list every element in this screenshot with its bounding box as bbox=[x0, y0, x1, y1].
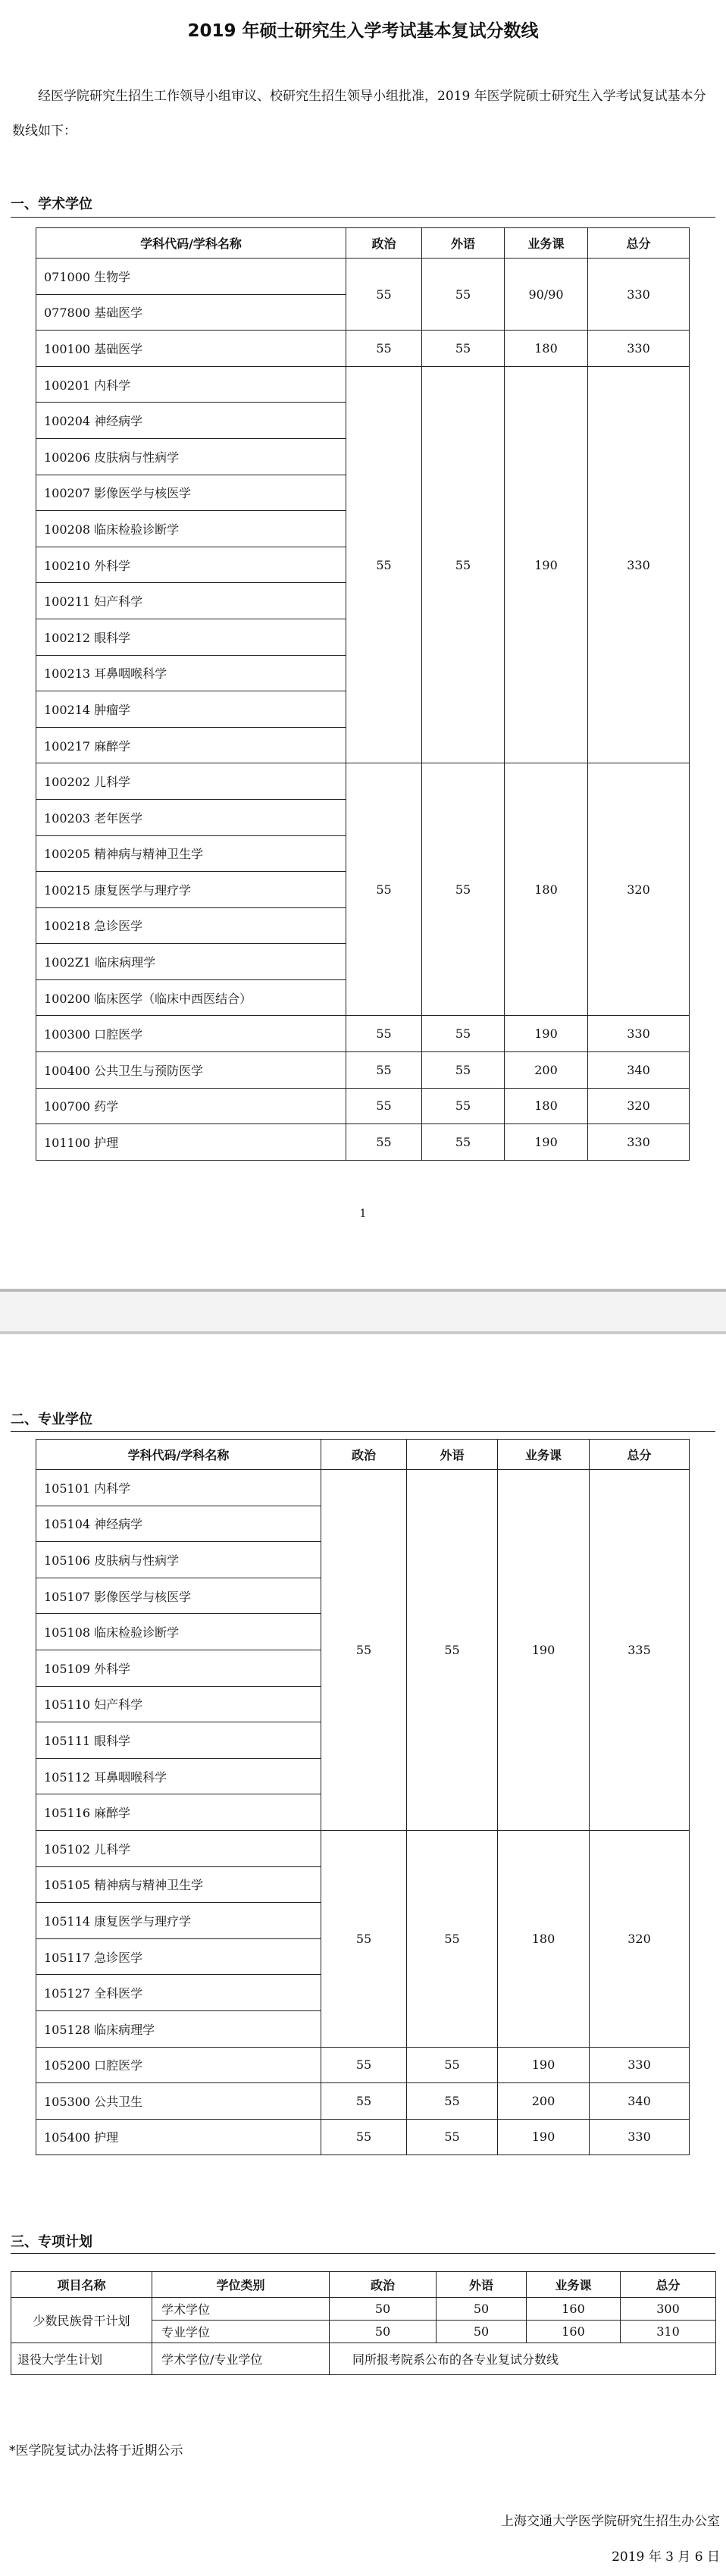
degree-type-cell: 学术学位 bbox=[152, 2298, 330, 2321]
subject-cell: 100300 口腔医学 bbox=[36, 1016, 346, 1052]
table-row bbox=[36, 763, 690, 800]
header-total: 总分 bbox=[621, 2272, 716, 2298]
subject-cell: 105107 影像医学与核医学 bbox=[36, 1578, 321, 1614]
section-divider bbox=[11, 217, 715, 218]
subject-cell: 105109 外科学 bbox=[36, 1650, 321, 1686]
total-score-cell: 300 bbox=[621, 2298, 716, 2321]
signature-date: 2019 年 3 月 6 日 bbox=[612, 2549, 720, 2565]
politics-score-cell: 55 bbox=[346, 366, 422, 763]
total-score-cell: 320 bbox=[590, 1830, 690, 2047]
subject-cell: 100218 急诊医学 bbox=[36, 907, 346, 944]
major-score-cell: 190 bbox=[498, 1470, 590, 1831]
language-score-cell: 50 bbox=[437, 2298, 527, 2321]
special-plan-table bbox=[11, 2271, 716, 2375]
subject-cell: 105106 皮肤病与性病学 bbox=[36, 1542, 321, 1578]
language-score-cell: 55 bbox=[422, 331, 505, 367]
major-score-cell: 190 bbox=[498, 2047, 590, 2083]
section-heading-academic: 一、学术学位 bbox=[11, 196, 92, 212]
subject-cell: 100208 临床检验诊断学 bbox=[36, 511, 346, 547]
page-number: 1 bbox=[359, 1208, 367, 1220]
total-score-cell: 330 bbox=[588, 259, 690, 331]
page-2 bbox=[0, 1334, 726, 2576]
major-score-cell: 90/90 bbox=[505, 259, 588, 331]
major-score-cell: 160 bbox=[527, 2298, 621, 2321]
header-degree-type: 学位类别 bbox=[152, 2272, 330, 2298]
language-score-cell: 55 bbox=[422, 1052, 505, 1089]
language-score-cell: 55 bbox=[422, 366, 505, 763]
politics-score-cell: 55 bbox=[321, 1830, 407, 2047]
subject-cell: 105117 急诊医学 bbox=[36, 1938, 321, 1975]
project-name-cell: 退役大学生计划 bbox=[11, 2343, 152, 2375]
subject-cell: 105105 精神病与精神卫生学 bbox=[36, 1866, 321, 1903]
subject-cell: 077800 基础医学 bbox=[36, 294, 346, 331]
academic-score-table bbox=[36, 227, 690, 1161]
header-politics: 政治 bbox=[330, 2272, 437, 2298]
major-score-cell: 180 bbox=[505, 763, 588, 1016]
subject-cell: 105102 儿科学 bbox=[36, 1830, 321, 1866]
major-score-cell: 190 bbox=[505, 1124, 588, 1161]
major-score-cell: 160 bbox=[527, 2321, 621, 2343]
politics-score-cell: 55 bbox=[346, 259, 422, 331]
major-score-cell: 180 bbox=[505, 1088, 588, 1124]
signature-office: 上海交通大学医学院研究生招生办公室 bbox=[501, 2514, 720, 2529]
politics-score-cell: 55 bbox=[346, 1016, 422, 1052]
header-language: 外语 bbox=[437, 2272, 527, 2298]
subject-cell: 100200 临床医学（临床中西医结合） bbox=[36, 979, 346, 1016]
language-score-cell: 55 bbox=[407, 1470, 498, 1831]
subject-cell: 100212 眼科学 bbox=[36, 619, 346, 655]
subject-cell: 105300 公共卫生 bbox=[36, 2083, 321, 2120]
table-row bbox=[36, 2083, 690, 2120]
subject-cell: 105111 眼科学 bbox=[36, 1722, 321, 1759]
veteran-note-cell: 同所报考院系公布的各专业复试分数线 bbox=[330, 2343, 716, 2375]
politics-score-cell: 55 bbox=[321, 2083, 407, 2120]
table-row bbox=[36, 2047, 690, 2083]
total-score-cell: 330 bbox=[588, 366, 690, 763]
header-politics: 政治 bbox=[346, 228, 422, 259]
subject-cell: 100700 药学 bbox=[36, 1088, 346, 1124]
table-row bbox=[36, 1124, 690, 1161]
table-row bbox=[11, 2298, 716, 2321]
section-divider bbox=[11, 1431, 715, 1432]
page-separator bbox=[0, 1289, 726, 1334]
language-score-cell: 55 bbox=[422, 259, 505, 331]
section-heading-special: 三、专项计划 bbox=[11, 2234, 92, 2250]
language-score-cell: 55 bbox=[422, 1124, 505, 1161]
subject-cell: 100204 神经病学 bbox=[36, 403, 346, 439]
header-language: 外语 bbox=[422, 228, 505, 259]
subject-cell: 100217 麻醉学 bbox=[36, 727, 346, 763]
table-row bbox=[36, 1088, 690, 1124]
table-row bbox=[36, 2119, 690, 2155]
language-score-cell: 50 bbox=[437, 2321, 527, 2343]
project-name-cell: 少数民族骨干计划 bbox=[11, 2298, 152, 2343]
subject-cell: 105200 口腔医学 bbox=[36, 2047, 321, 2083]
politics-score-cell: 55 bbox=[346, 331, 422, 367]
language-score-cell: 55 bbox=[422, 763, 505, 1016]
politics-score-cell: 55 bbox=[346, 763, 422, 1016]
major-score-cell: 190 bbox=[505, 1016, 588, 1052]
total-score-cell: 340 bbox=[588, 1052, 690, 1089]
total-score-cell: 330 bbox=[588, 1124, 690, 1161]
subject-cell: 105400 护理 bbox=[36, 2119, 321, 2155]
header-subject: 学科代码/学科名称 bbox=[36, 228, 346, 259]
major-score-cell: 190 bbox=[505, 366, 588, 763]
subject-cell: 100214 肿瘤学 bbox=[36, 691, 346, 728]
politics-score-cell: 55 bbox=[321, 1470, 407, 1831]
total-score-cell: 330 bbox=[588, 331, 690, 367]
table-row bbox=[36, 1830, 690, 1866]
subject-cell: 100207 影像医学与核医学 bbox=[36, 475, 346, 511]
major-score-cell: 190 bbox=[498, 2119, 590, 2155]
subject-cell: 105114 康复医学与理疗学 bbox=[36, 1903, 321, 1939]
subject-cell: 105108 临床检验诊断学 bbox=[36, 1614, 321, 1650]
table-row bbox=[36, 259, 690, 295]
politics-score-cell: 55 bbox=[321, 2119, 407, 2155]
subject-cell: 1002Z1 临床病理学 bbox=[36, 944, 346, 980]
table-row bbox=[36, 331, 690, 367]
language-score-cell: 55 bbox=[422, 1016, 505, 1052]
subject-cell: 100400 公共卫生与预防医学 bbox=[36, 1052, 346, 1089]
total-score-cell: 340 bbox=[590, 2083, 690, 2120]
header-language: 外语 bbox=[407, 1440, 498, 1470]
politics-score-cell: 55 bbox=[346, 1088, 422, 1124]
header-major: 业务课 bbox=[505, 228, 588, 259]
table-row bbox=[36, 1016, 690, 1052]
table-row bbox=[11, 2343, 716, 2375]
table-row bbox=[36, 366, 690, 403]
major-score-cell: 180 bbox=[505, 331, 588, 367]
language-score-cell: 55 bbox=[407, 2119, 498, 2155]
politics-score-cell: 55 bbox=[321, 2047, 407, 2083]
subject-cell: 105116 麻醉学 bbox=[36, 1794, 321, 1831]
subject-cell: 105127 全科医学 bbox=[36, 1975, 321, 2011]
subject-cell: 105112 耳鼻咽喉科学 bbox=[36, 1758, 321, 1794]
subject-cell: 100215 康复医学与理疗学 bbox=[36, 872, 346, 908]
major-score-cell: 200 bbox=[498, 2083, 590, 2120]
total-score-cell: 310 bbox=[621, 2321, 716, 2343]
language-score-cell: 55 bbox=[407, 1830, 498, 2047]
subject-cell: 100213 耳鼻咽喉科学 bbox=[36, 655, 346, 691]
total-score-cell: 335 bbox=[590, 1470, 690, 1831]
document-title: 2019 年硕士研究生入学考试基本复试分数线 bbox=[187, 21, 539, 41]
table-header-row bbox=[36, 228, 690, 259]
header-total: 总分 bbox=[590, 1440, 690, 1470]
professional-score-table bbox=[36, 1439, 690, 2155]
section-divider bbox=[11, 2253, 715, 2254]
table-row bbox=[36, 1470, 690, 1506]
subject-cell: 100100 基础医学 bbox=[36, 331, 346, 367]
subject-cell: 100210 外科学 bbox=[36, 547, 346, 583]
total-score-cell: 330 bbox=[590, 2119, 690, 2155]
header-project: 项目名称 bbox=[11, 2272, 152, 2298]
total-score-cell: 330 bbox=[590, 2047, 690, 2083]
table-row bbox=[36, 1052, 690, 1089]
subject-cell: 105101 内科学 bbox=[36, 1470, 321, 1506]
language-score-cell: 55 bbox=[407, 2047, 498, 2083]
subject-cell: 105128 临床病理学 bbox=[36, 2010, 321, 2047]
subject-cell: 100202 儿科学 bbox=[36, 763, 346, 800]
politics-score-cell: 50 bbox=[330, 2321, 437, 2343]
language-score-cell: 55 bbox=[407, 2083, 498, 2120]
header-subject: 学科代码/学科名称 bbox=[36, 1440, 321, 1470]
major-score-cell: 180 bbox=[498, 1830, 590, 2047]
degree-type-cell: 学术学位/专业学位 bbox=[152, 2343, 330, 2375]
politics-score-cell: 55 bbox=[346, 1052, 422, 1089]
subject-cell: 105104 神经病学 bbox=[36, 1506, 321, 1542]
header-total: 总分 bbox=[588, 228, 690, 259]
politics-score-cell: 55 bbox=[346, 1124, 422, 1161]
intro-paragraph: 经医学院研究生招生工作领导小组审议、校研究生招生领导小组批准，2019 年医学院硕士研究生入学考试复试基本分数线如下： bbox=[12, 89, 706, 139]
table-header-row bbox=[36, 1440, 690, 1470]
subject-cell: 105110 妇产科学 bbox=[36, 1686, 321, 1722]
degree-type-cell: 专业学位 bbox=[152, 2321, 330, 2343]
language-score-cell: 55 bbox=[422, 1088, 505, 1124]
section-heading-professional: 二、专业学位 bbox=[11, 1412, 92, 1427]
header-major: 业务课 bbox=[498, 1440, 590, 1470]
subject-cell: 100211 妇产科学 bbox=[36, 583, 346, 619]
subject-cell: 100206 皮肤病与性病学 bbox=[36, 438, 346, 475]
footnote: *医学院复试办法将于近期公示 bbox=[9, 2443, 183, 2458]
politics-score-cell: 50 bbox=[330, 2298, 437, 2321]
total-score-cell: 320 bbox=[588, 763, 690, 1016]
subject-cell: 101100 护理 bbox=[36, 1124, 346, 1161]
major-score-cell: 200 bbox=[505, 1052, 588, 1089]
subject-cell: 100205 精神病与精神卫生学 bbox=[36, 835, 346, 872]
table-header-row bbox=[11, 2272, 716, 2298]
total-score-cell: 320 bbox=[588, 1088, 690, 1124]
total-score-cell: 330 bbox=[588, 1016, 690, 1052]
subject-cell: 100203 老年医学 bbox=[36, 799, 346, 835]
header-politics: 政治 bbox=[321, 1440, 407, 1470]
header-major: 业务课 bbox=[527, 2272, 621, 2298]
subject-cell: 100201 内科学 bbox=[36, 366, 346, 403]
subject-cell: 071000 生物学 bbox=[36, 259, 346, 295]
